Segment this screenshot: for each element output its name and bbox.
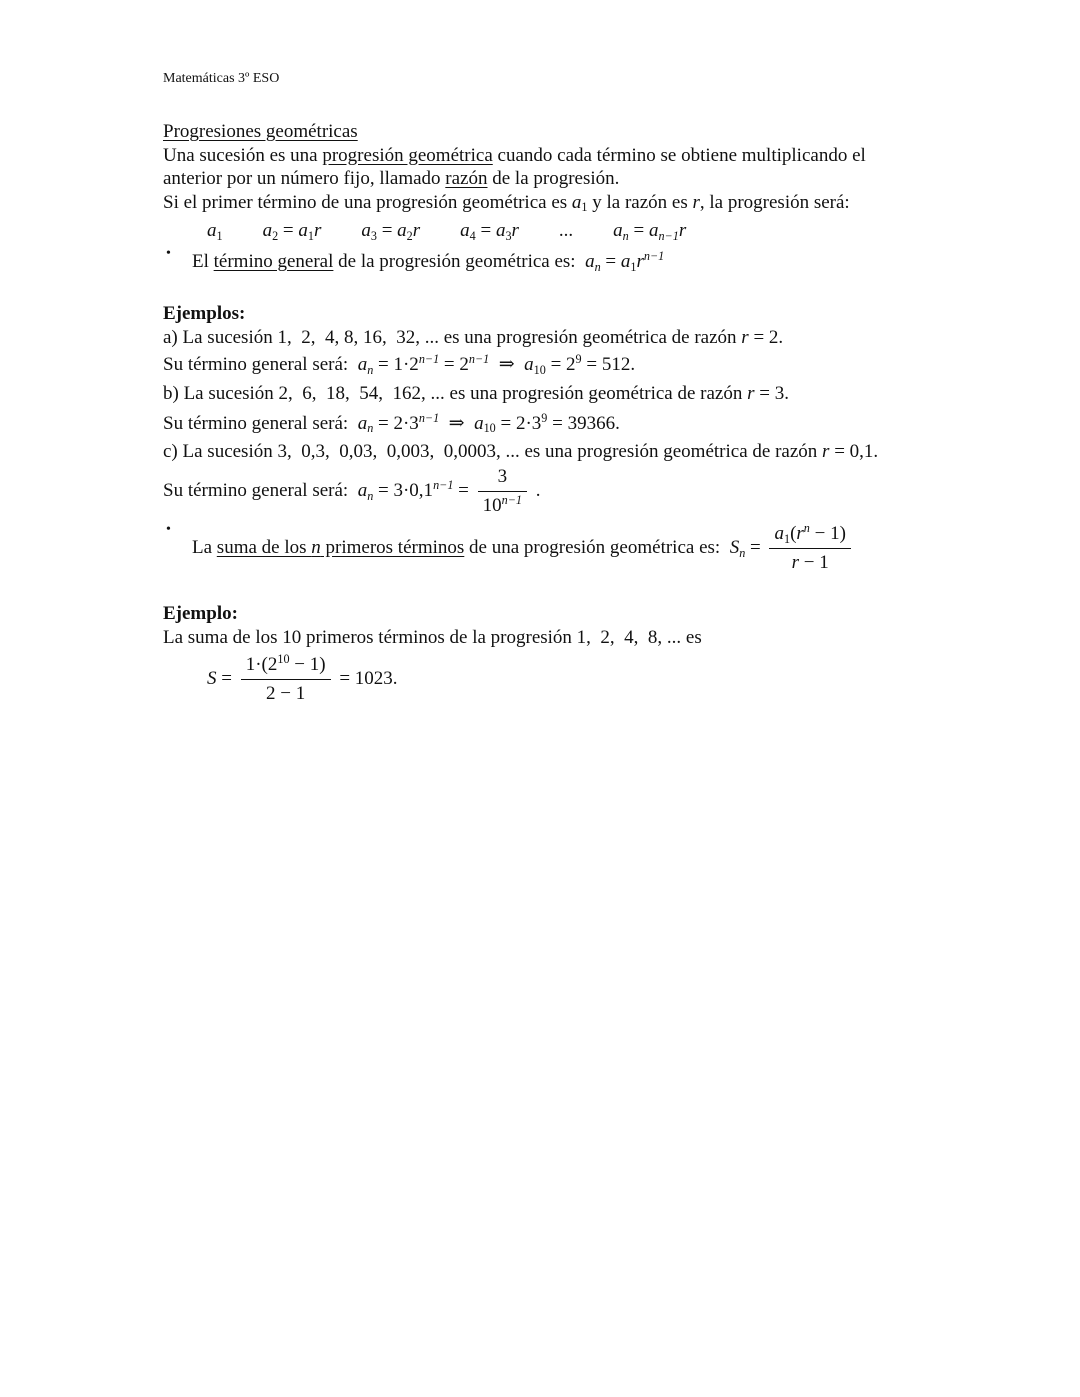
sum-example-intro: La suma de los 10 primeros términos de la progresión 1, 2, 4, 8, ... es <box>163 626 702 648</box>
section-title: Progresiones geométricas <box>163 121 358 142</box>
intro-line-3: Si el primer término de una progresión geométrica es $a_1$ y la razón es r, la progresión será: <box>163 191 850 215</box>
sum-formula-text: La suma de los n primeros términos de una progresión geométrica es: $S_n$ = $\frac{a_1(r^n - 1)}{r - 1}$ <box>192 522 933 575</box>
example-a-statement: a) La sucesión 1, 2, 4, 8, 16, 32, ... es una progresión geométrica de razón r = 2. <box>163 326 784 348</box>
ejemplo-heading: Ejemplo: <box>163 603 238 624</box>
ejemplos-heading: Ejemplos: <box>163 303 246 324</box>
bullet-icon: • <box>166 246 171 261</box>
course-header: Matemáticas 3º ESO <box>163 71 280 86</box>
sum-example-formula: S = $\frac{1\cdot(2^{10} - 1)}{2 - 1}$ = 1023. <box>207 652 398 704</box>
sequence-terms-line <box>163 217 933 244</box>
intro-line-1: Una sucesión es una progresión geométrica cuando cada término se obtiene multiplicando el <box>163 144 866 166</box>
sequence-term-an: $a_n = a_{n-1}r$ <box>613 220 687 243</box>
page-content <box>163 70 933 706</box>
general-term-text: El término general de la progresión geométrica es: $a_n = a_1r^{n-1}$ <box>192 249 665 274</box>
general-term-bullet-item <box>163 246 933 275</box>
sequence-term-a2: $a_2 = a_1r$ <box>262 220 322 243</box>
sequence-term-a1: $a_1$ <box>207 220 223 243</box>
example-b-statement: b) La sucesión 2, 6, 18, 54, 162, ... es una progresión geométrica de razón r = 3. <box>163 383 789 404</box>
example-c-formula: Su término general será: $a_n = 3\cdot 0,1^{n-1}$ = $\frac{3}{10^{n-1}}$ . <box>163 466 541 516</box>
sum-formula-bullet-item <box>163 522 933 575</box>
sequence-term-ellipsis: ... <box>558 220 574 241</box>
example-b-formula: Su término general será: $a_n = 2\cdot 3^{n-1}$ ⇒ $a_{10} = 2\cdot 3^9 = 39366$. <box>163 410 620 436</box>
example-a-formula: Su término general será: $a_n = 1\cdot 2^{n-1} = 2^{n-1}$ ⇒ $a_{10} = 2^9 = 512$. <box>163 352 636 377</box>
bullet-icon: • <box>166 522 171 537</box>
sequence-term-a3: $a_3 = a_2r$ <box>361 220 421 243</box>
example-c-statement: c) La sucesión 3, 0,3, 0,03, 0,003, 0,0003, ... es una progresión geométrica de razón r = 0,1. <box>163 440 879 462</box>
intro-line-2: anterior por un número fijo, llamado razón de la progresión. <box>163 168 620 189</box>
sequence-term-a4: $a_4 = a_3r$ <box>460 220 519 243</box>
